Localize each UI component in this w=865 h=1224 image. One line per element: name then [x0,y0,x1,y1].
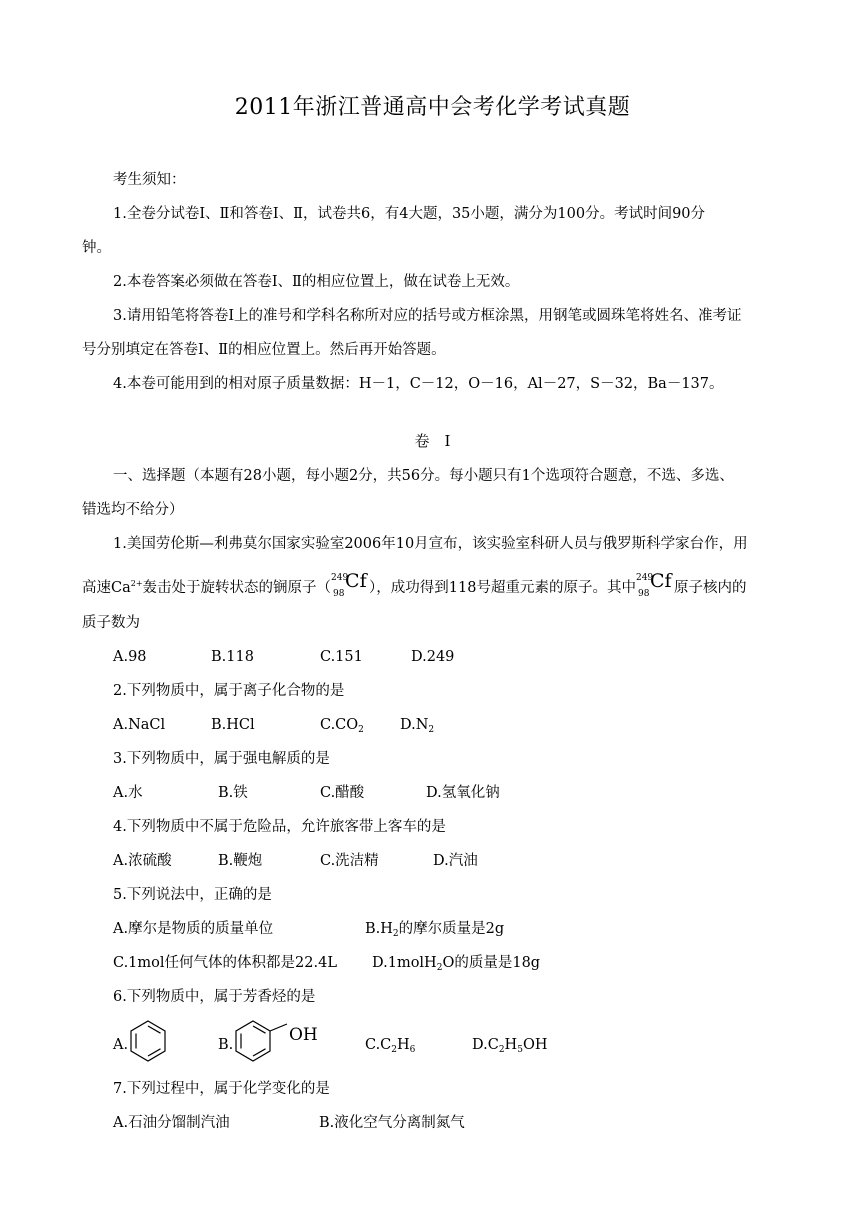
q5-stem: 5.下列说法中，正确的是 [113,887,272,903]
q6-option-a-label: A. [113,1037,129,1053]
subscript: 2 [436,963,443,973]
q3-option-b: B.铁 [218,785,248,801]
q2-stem: 2.下列物质中，属于离子化合物的是 [113,683,345,699]
q3-option-a: A.水 [113,785,143,801]
q6-option-d-text-3: OH [522,1037,548,1053]
nuclide-atomic-number: 98 [637,589,650,599]
q1-text-c: ），成功得到118号超重元素的原子。其中 [369,580,636,596]
subscript: 2 [391,1045,398,1055]
volume-label: 卷 Ⅰ [414,432,451,450]
q4-stem: 4.下列物质中不属于危险品，允许旅客带上客车的是 [113,819,446,835]
q6-option-d-text-2: H [504,1037,518,1053]
q6-option-d [472,1035,547,1060]
q1-text-a: 高速Ca [82,580,131,596]
q2-option-d [400,715,434,740]
nuclide-atomic-number: 98 [333,589,345,599]
subscript: 6 [409,1045,416,1055]
notice-heading: 考生须知： [113,172,186,188]
phenol-ring-icon [233,1018,291,1064]
subscript: 2 [498,1045,505,1055]
subscript: 2 [358,725,364,735]
notice-item-2: 2.本卷答案必须做在答卷Ⅰ、Ⅱ的相应位置上，做在试卷上无效。 [113,274,520,290]
q5-option-b [365,919,504,944]
q6-stem: 6.下列物质中，属于芳香烃的是 [113,989,316,1005]
q5-option-a: A.摩尔是物质的质量单位 [113,921,274,937]
q6-option-c-text: C.C [365,1037,392,1053]
ca-charge: 2+ [130,579,143,588]
q5-option-b-text: B.H [365,921,393,937]
subscript: 2 [428,725,435,735]
q6-option-b-label: B. [218,1037,234,1053]
nuclide-mass: 249 [331,573,349,583]
nuclide-cf-1 [331,570,369,599]
q6-option-d-text: D.C [472,1037,499,1053]
q7-stem: 7.下列过程中，属于化学变化的是 [113,1081,330,1097]
q6-option-c [365,1035,415,1060]
q7-option-b: B.液化空气分离制氮气 [319,1115,465,1131]
q5-option-d-text: D.1molH [372,955,437,971]
q1-text-b: 轰击处于旋转状态的锎原子（ [142,580,332,596]
page-title: 2011年浙江普通高中会考化学考试真题 [234,95,631,120]
q4-option-d: D.汽油 [433,853,478,869]
notice-item-3: 3.请用铅笔将答卷Ⅰ上的准号和学科名称所对应的括号或方框涂黑，用钢笔或圆珠笔将姓名、准考证 [113,308,742,324]
benzene-ring-icon [128,1018,168,1064]
nuclide-mass: 249 [635,573,654,583]
section-heading-cont: 错选均不给分） [82,502,184,518]
q3-option-c: C.醋酸 [320,785,365,801]
subscript: 2 [392,929,399,939]
q1-stem-cont [82,570,747,599]
q5-option-c: C.1mol任何气体的体积都是22.4L [113,955,337,971]
notice-item-4: 4.本卷可能用到的相对原子质量数据：H－1，C－12，O－16，Al－27，S－32，Ba－137。 [113,376,724,392]
hydroxyl-label: OH [289,1025,318,1045]
notice-item-1: 1.全卷分试卷Ⅰ、Ⅱ和答卷Ⅰ、Ⅱ，试卷共6，有4大题，35小题，满分为100分。考试时间90分 [113,206,706,222]
q5-option-d-text-2: O的质量是18g [442,955,541,971]
q2-option-b: B.HCl [211,717,255,733]
nuclide-symbol: Cf [649,570,672,592]
section-heading: 一、选择题（本题有28小题，每小题2分，共56分。每小题只有1个选项符合题意，不选、多选、 [113,468,734,484]
q1-stem-cont2: 质子数为 [82,615,140,631]
q1-text-d: 原子核内的 [673,580,747,596]
q4-option-c: C.洗洁精 [320,853,379,869]
q4-option-a: A.浓硫酸 [113,853,172,869]
q4-option-b: B.鞭炮 [218,853,263,869]
nuclide-symbol: Cf [345,570,367,592]
q1-stem: 1.美国劳伦斯—利弗莫尔国家实验室2006年10月宣布，该实验室科研人员与俄罗斯科学家台作，用 [113,536,748,552]
q7-option-a: A.石油分馏制汽油 [113,1115,230,1131]
q2-option-c [320,715,364,740]
q5-option-b-text-2: 的摩尔质量是2g [398,921,505,937]
nuclide-cf-2 [635,570,674,599]
q2-option-c-text: C.CO [320,717,359,733]
notice-item-3-cont: 号分别填定在答卷Ⅰ、Ⅱ的相应位置上。然后再开始答题。 [82,342,446,358]
q3-option-d: D.氢氧化钠 [426,785,500,801]
subscript: 5 [517,1045,523,1055]
q1-option-d: D.249 [411,649,455,665]
q1-option-a: A.98 [113,649,147,665]
q1-option-c: C.151 [320,649,363,665]
q1-option-b: B.118 [211,649,254,665]
q6-option-c-text-2: H [397,1037,410,1053]
notice-item-1-cont: 钟。 [82,240,111,256]
q2-option-d-text: D.N [400,717,429,733]
q5-option-d [372,953,540,978]
q2-option-a: A.NaCl [113,717,166,733]
q3-stem: 3.下列物质中，属于强电解质的是 [113,751,330,767]
